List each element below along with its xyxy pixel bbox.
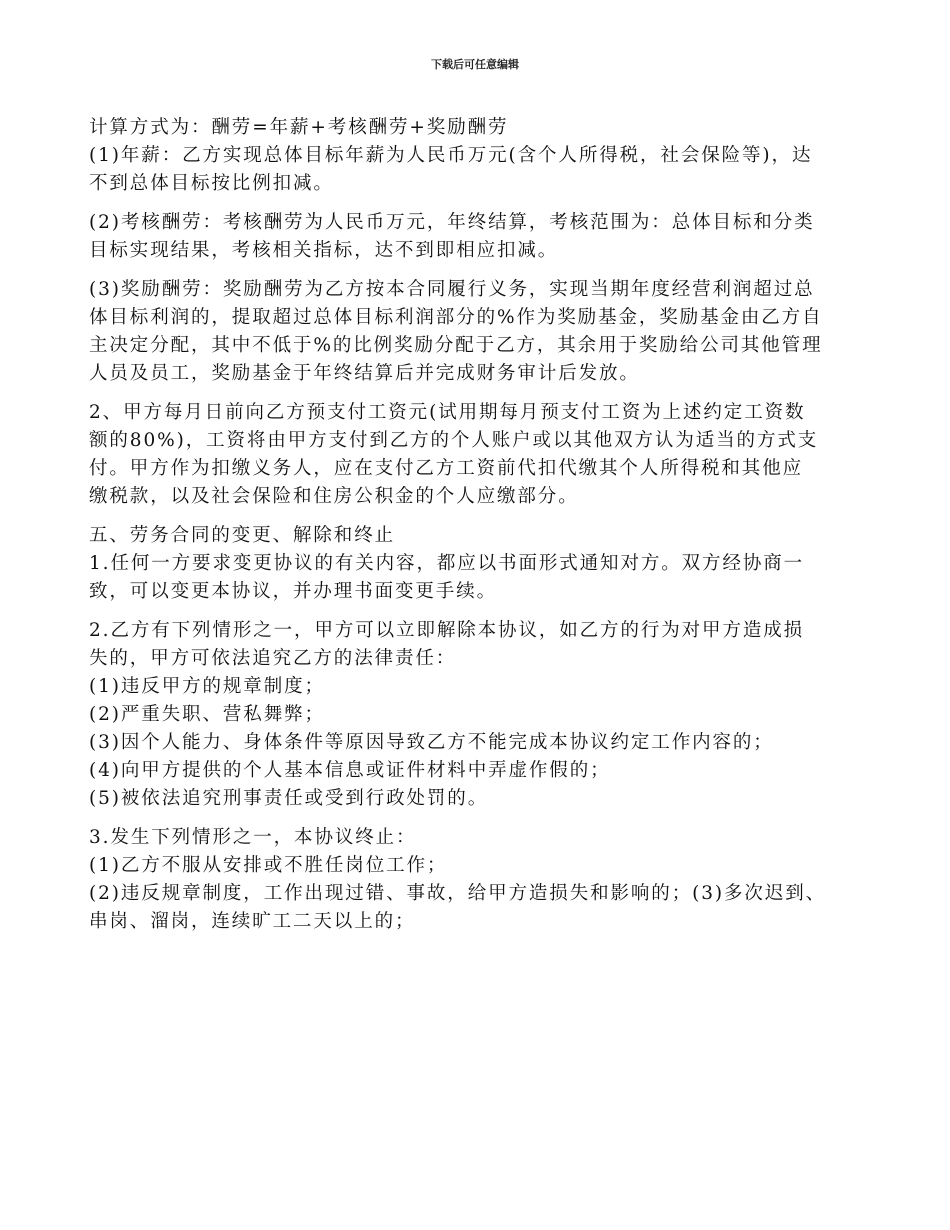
paragraph — [89, 617, 864, 813]
text-line: (3)奖励酬劳：奖励酬劳为乙方按本合同履行义务，实现当期年度经营利润超过总 — [89, 279, 815, 300]
page-header: 下载后可任意编辑 — [431, 58, 519, 71]
text-line: (2)严重失职、营私舞弊； — [89, 704, 325, 725]
paragraph — [89, 276, 864, 388]
text-line: 致，可以变更本协议，并办理书面变更手续。 — [89, 581, 498, 602]
text-line: (4)向甲方提供的个人基本信息或证件材料中弄虚作假的； — [89, 760, 611, 781]
document-body — [89, 114, 864, 947]
text-line: (2)违反规章制度，工作出现过错、事故，给甲方造损失和影响的；(3)多次迟到、 — [89, 883, 827, 904]
text-line: 五、劳务合同的变更、解除和终止 — [89, 525, 396, 546]
text-line: 目标实现结果，考核相关指标，达不到即相应扣减。 — [89, 240, 559, 261]
text-line: 3.发生下列情形之一，本协议终止： — [89, 827, 417, 848]
paragraph — [89, 522, 864, 606]
text-line: 主决定分配，其中不低于%的比例奖励分配于乙方，其余用于奖励给公司其他管理 — [89, 335, 823, 356]
text-line: 缴税款，以及社会保险和住房公积金的个人应缴部分。 — [89, 486, 579, 507]
text-line: 体目标利润的，提取超过总体目标利润部分的%作为奖励基金，奖励基金由乙方自 — [89, 307, 823, 328]
text-line: 额的80%)，工资将由甲方支付到乙方的个人账户或以其他双方认为适当的方式支 — [89, 430, 819, 451]
text-line: 不到总体目标按比例扣减。 — [89, 173, 334, 194]
text-line: 串岗、溜岗，连续旷工二天以上的； — [89, 911, 416, 932]
text-line: (1)违反甲方的规章制度； — [89, 676, 325, 697]
paragraph — [89, 824, 864, 936]
paragraph — [89, 399, 864, 511]
text-line: 失的，甲方可依法追究乙方的法律责任： — [89, 648, 457, 669]
text-line: 人员及员工，奖励基金于年终结算后并完成财务审计后发放。 — [89, 363, 640, 384]
text-line: 付。甲方作为扣缴义务人，应在支付乙方工资前代扣代缴其个人所得税和其他应 — [89, 458, 804, 479]
text-line: (5)被依法追究刑事责任或受到行政处罚的。 — [89, 788, 489, 809]
paragraph — [89, 209, 864, 265]
text-line: 2.乙方有下列情形之一，甲方可以立即解除本协议，如乙方的行为对甲方造成损 — [89, 620, 805, 641]
text-line: (1)乙方不服从安排或不胜任岗位工作； — [89, 855, 448, 876]
text-line: 2、甲方每月日前向乙方预支付工资元(试用期每月预支付工资为上述约定工资数 — [89, 402, 806, 423]
text-line: (2)考核酬劳：考核酬劳为人民币万元，年终结算，考核范围为：总体目标和分类 — [89, 212, 815, 233]
text-line: (3)因个人能力、身体条件等原因导致乙方不能完成本协议约定工作内容的； — [89, 732, 774, 753]
paragraph — [89, 114, 864, 198]
text-line: 1.任何一方要求变更协议的有关内容，都应以书面形式通知对方。双方经协商一 — [89, 553, 805, 574]
text-line: 计算方式为：酬劳=年薪+考核酬劳+奖励酬劳 — [89, 117, 509, 138]
text-line: (1)年薪：乙方实现总体目标年薪为人民币万元(含个人所得税，社会保险等)，达 — [89, 145, 813, 166]
